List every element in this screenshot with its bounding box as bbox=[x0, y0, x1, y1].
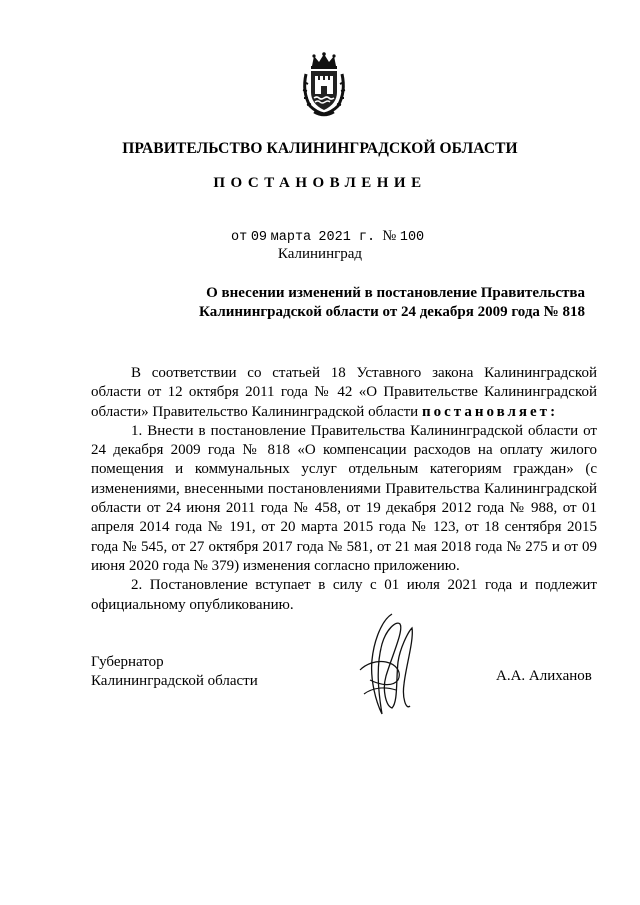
document-number: 100 bbox=[399, 230, 425, 245]
item-2-paragraph: 2. Постановление вступает в силу с 01 июля 2021 года и подлежит официальному опубликованию. bbox=[91, 577, 597, 613]
document-subject bbox=[165, 284, 585, 322]
subject-line-1: О внесении изменений в постановление Правительства bbox=[206, 285, 585, 301]
date-day: 09 bbox=[250, 230, 268, 245]
intro-paragraph bbox=[91, 364, 597, 422]
item-1-paragraph: 1. Внести в постановление Правительства Калининградской области от 24 декабря 2009 года № 818 «О компенсации расходов на оплату жилого помещения и коммунальных услуг отдельным категориям граждан» (с изменениями, внесенными постановлениями Правительства Калининградской области от 24 июня 2011 года № 458, от 19 декабря 2012 года № 988, от 01 апреля 2014 года № 191, от 20 марта 2015 года № 123, от 18 сентября 2015 года № 545, от 27 октября 2017 года № 581, от 21 мая 2018 года № 275 и от 09 июня 2020 года № 379) изменения согласно приложению. bbox=[91, 422, 597, 574]
document-date-number bbox=[231, 228, 424, 245]
document-type-heading: ПОСТАНОВЛЕНИЕ bbox=[213, 175, 427, 191]
handwritten-signature-icon bbox=[352, 610, 418, 720]
date-prefix: от bbox=[231, 230, 248, 245]
date-year: 2021 г. bbox=[318, 230, 376, 245]
coat-of-arms-icon bbox=[300, 52, 348, 118]
signer-position-line-1: Губернатор bbox=[91, 654, 164, 670]
document-body bbox=[91, 364, 597, 615]
number-prefix: № bbox=[382, 228, 397, 244]
subject-line-2: Калининградской области от 24 декабря 2009 года № 818 bbox=[199, 304, 585, 320]
date-month: марта bbox=[270, 230, 312, 245]
government-title: ПРАВИТЕЛЬСТВО КАЛИНИНГРАДСКОЙ ОБЛАСТИ bbox=[122, 140, 518, 157]
signer-name: А.А. Алиханов bbox=[496, 668, 592, 684]
signer-position bbox=[91, 653, 258, 691]
resolves-colon: : bbox=[550, 403, 559, 420]
intro-text: В соответствии со статьей 18 Уставного закона Калининградской области от 12 октября 2011 года № 42 «О Правительстве Калининградской области» Правительство Калининградской области bbox=[91, 365, 597, 420]
resolves-word: постановляет bbox=[421, 403, 551, 420]
document-city: Калининград bbox=[277, 246, 363, 262]
signer-position-line-2: Калининградской области bbox=[91, 673, 258, 689]
